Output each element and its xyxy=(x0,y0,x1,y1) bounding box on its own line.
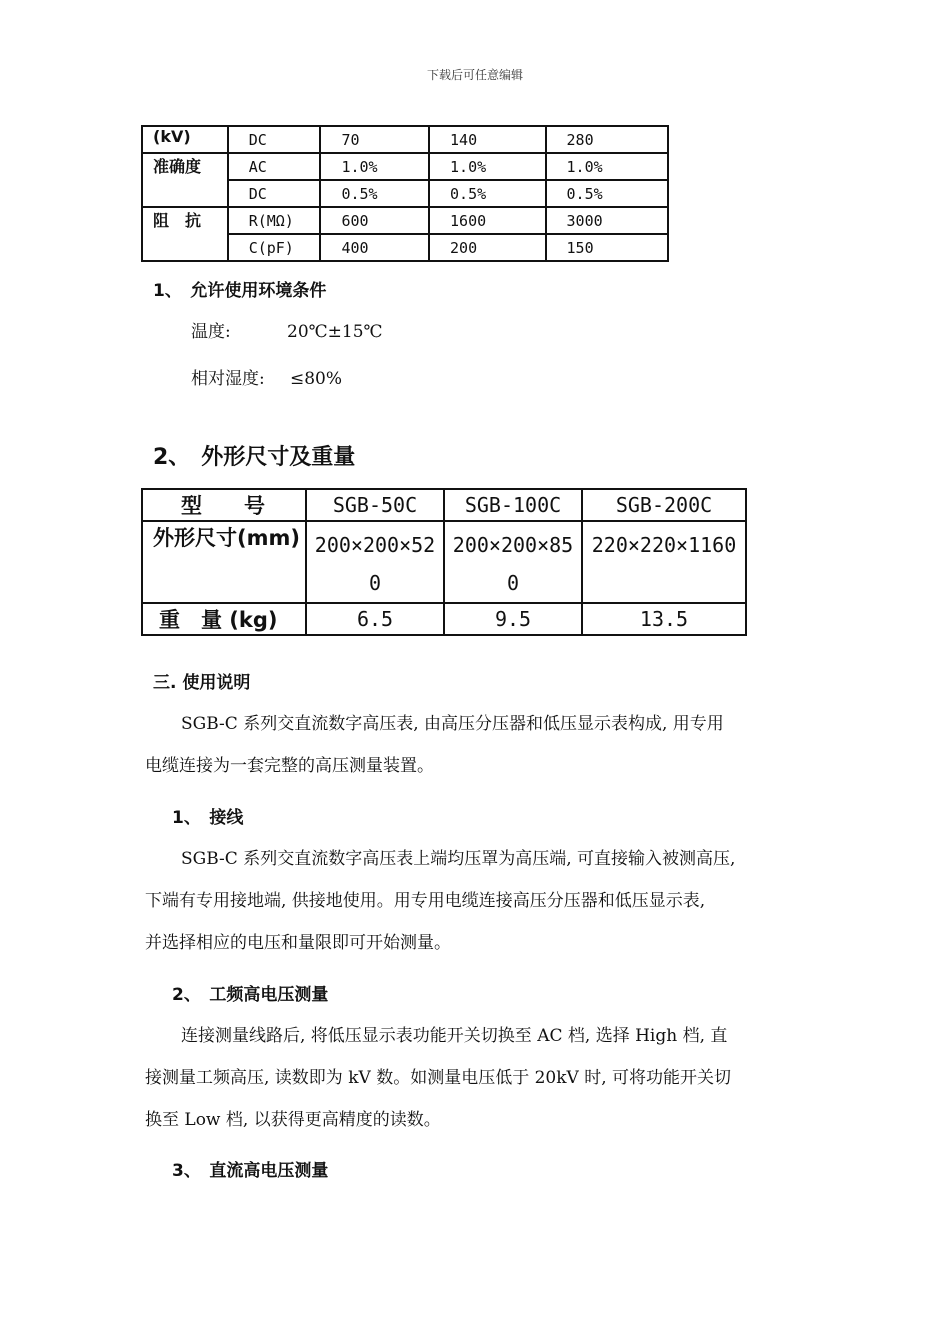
cell-value: 600 xyxy=(320,207,429,234)
model-name: SGB-200C xyxy=(582,489,746,521)
temp-value: 20℃±15℃ xyxy=(287,322,383,342)
table-row xyxy=(142,207,668,234)
size-heading: 2、 外形尺寸及重量 xyxy=(153,445,356,470)
cell-value: 1.0% xyxy=(546,153,668,180)
humidity-value: ≤80% xyxy=(290,369,343,389)
dim-cell xyxy=(306,521,444,603)
model-name: SGB-100C xyxy=(444,489,582,521)
weight-label: 重 量 (kg) xyxy=(142,603,306,635)
cell-value: 1.0% xyxy=(429,153,546,180)
spec-table xyxy=(141,125,669,262)
cell-value: 200 xyxy=(429,234,546,261)
weight-value: 9.5 xyxy=(444,603,582,635)
wiring-paragraph xyxy=(145,838,810,964)
dim-line: 200×200×52 xyxy=(314,533,436,557)
text-line: 并选择相应的电压和量限即可开始测量。 xyxy=(145,933,451,953)
cell-value: 3000 xyxy=(546,207,668,234)
ac-paragraph xyxy=(145,1015,810,1141)
cell-value: 0.5% xyxy=(429,180,546,207)
dim-line: 220×220×1160 xyxy=(591,533,737,557)
dim-line: 0 xyxy=(368,571,382,595)
table-row xyxy=(142,521,746,603)
range-label: (kV) xyxy=(142,126,228,153)
impedance-label-cont xyxy=(142,234,228,261)
accuracy-label: 准确度 xyxy=(142,153,228,180)
impedance-label: 阻 抗 xyxy=(142,207,228,234)
cell-value: 0.5% xyxy=(320,180,429,207)
model-name: SGB-50C xyxy=(306,489,444,521)
intro-paragraph xyxy=(145,703,810,787)
page-header-note: 下载后可任意编辑 xyxy=(426,68,523,82)
accuracy-label-cont xyxy=(142,180,228,207)
text-line: 连接测量线路后, 将低压显示表功能开关切换至 AC 档, 选择 High 档, 直 xyxy=(181,1026,728,1046)
cell-type: DC xyxy=(228,180,321,207)
size-table xyxy=(141,488,747,636)
dim-line: 0 xyxy=(506,571,520,595)
cell-value: 140 xyxy=(429,126,546,153)
dim-line: 200×200×85 xyxy=(452,533,574,557)
text-line: 电缆连接为一套完整的高压测量装置。 xyxy=(145,756,434,776)
env-heading: 1、 允许使用环境条件 xyxy=(153,281,327,301)
cell-value: 1600 xyxy=(429,207,546,234)
dim-cell xyxy=(444,521,582,603)
table-row xyxy=(142,603,746,635)
table-row xyxy=(142,489,746,521)
cell-value: 150 xyxy=(546,234,668,261)
weight-value: 13.5 xyxy=(582,603,746,635)
weight-value: 6.5 xyxy=(306,603,444,635)
cell-type: DC xyxy=(228,126,321,153)
cell-value: 1.0% xyxy=(320,153,429,180)
wiring-heading: 1、 接线 xyxy=(172,808,244,828)
cell-type: AC xyxy=(228,153,321,180)
table-row xyxy=(142,180,668,207)
cell-value: 280 xyxy=(546,126,668,153)
table-row xyxy=(142,234,668,261)
text-line: SGB-C 系列交直流数字高压表上端均压罩为高压端, 可直接输入被测高压, xyxy=(181,849,736,869)
usage-heading: 三. 使用说明 xyxy=(153,673,251,693)
text-line: 下端有专用接地端, 供接地使用。用专用电缆连接高压分压器和低压显示表, xyxy=(145,891,706,911)
temp-label: 温度: xyxy=(191,322,231,342)
humidity-label: 相对湿度: xyxy=(191,369,265,389)
cell-value: 70 xyxy=(320,126,429,153)
cell-value: 0.5% xyxy=(546,180,668,207)
cell-type: C(pF) xyxy=(228,234,321,261)
table-row xyxy=(142,153,668,180)
model-label: 型 号 xyxy=(142,489,306,521)
dc-heading: 3、 直流高电压测量 xyxy=(172,1161,329,1181)
text-line: 换至 Low 档, 以获得更高精度的读数。 xyxy=(145,1110,441,1130)
dim-cell xyxy=(582,521,746,603)
ac-heading: 2、 工频高电压测量 xyxy=(172,985,329,1005)
text-line: SGB-C 系列交直流数字高压表, 由高压分压器和低压显示表构成, 用专用 xyxy=(181,714,724,734)
table-row xyxy=(142,126,668,153)
cell-value: 400 xyxy=(320,234,429,261)
text-line: 接测量工频高压, 读数即为 kV 数。如测量电压低于 20kV 时, 可将功能开关切 xyxy=(145,1068,732,1088)
cell-type: R(MΩ) xyxy=(228,207,321,234)
dim-label: 外形尺寸(mm) xyxy=(142,521,306,603)
